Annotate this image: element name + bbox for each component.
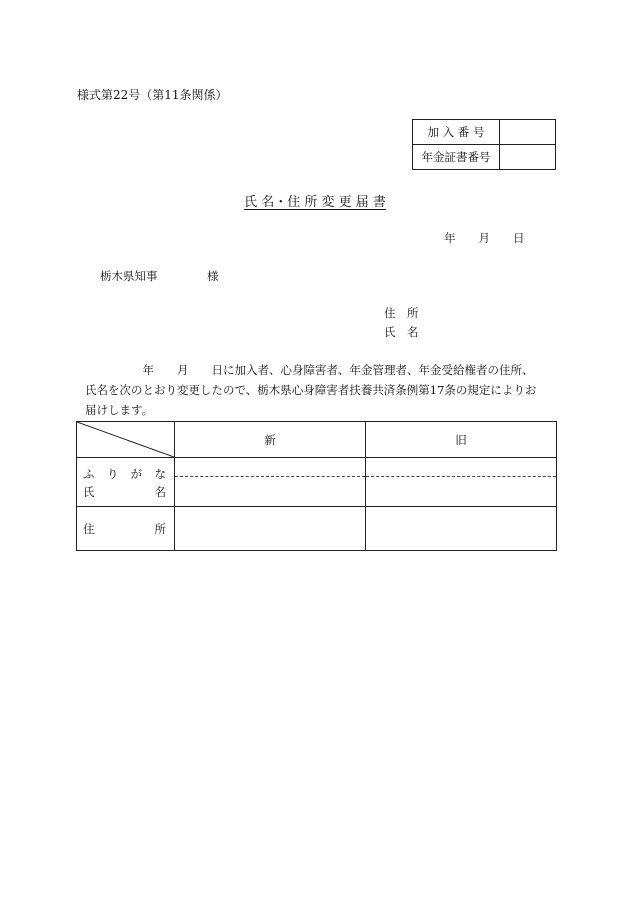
applicant-address-label: 住 所 — [384, 306, 419, 320]
form-number-label: 様式第22号（第11条関係） — [77, 88, 228, 102]
old-address-field[interactable] — [366, 507, 557, 551]
column-header-old: 旧 — [366, 422, 557, 458]
enrollment-number-label: 加 入 番 号 — [413, 120, 500, 145]
pension-certificate-number-label: 年金証書番号 — [413, 145, 500, 170]
recipient: 栃木県知事 — [100, 269, 158, 283]
applicant-name-label: 氏 名 — [384, 325, 419, 339]
column-header-new: 新 — [175, 422, 366, 458]
date-line: 年 月 日 — [444, 231, 525, 245]
furigana-label: ふ り が な — [83, 467, 166, 481]
body-text — [85, 360, 536, 420]
name-label: 氏 名 — [83, 485, 166, 499]
address-label: 住 所 — [83, 522, 166, 536]
honorific: 様 — [207, 269, 219, 283]
number-box — [412, 119, 556, 170]
change-table — [76, 421, 557, 551]
row-label-name — [77, 458, 175, 507]
diagonal-line — [77, 422, 174, 457]
pension-certificate-number-field[interactable] — [500, 145, 556, 170]
document-title: 氏 名・住 所 変 更 届 書 — [244, 195, 386, 210]
body-line-1: 年 月 日に加入者、心身障害者、年金管理者、年金受給権者の住所、 — [85, 363, 534, 377]
body-line-2: 氏名を次のとおり変更したので、栃木県心身障害者扶養共済条例第17条の規定によりお — [85, 383, 537, 397]
new-name-field[interactable] — [175, 458, 366, 507]
diagonal-header-cell — [77, 422, 175, 458]
old-name-field[interactable] — [366, 458, 557, 507]
enrollment-number-field[interactable] — [500, 120, 556, 145]
row-label-address — [77, 507, 175, 551]
body-line-3: 届けします。 — [85, 403, 154, 417]
new-address-field[interactable] — [175, 507, 366, 551]
furigana-divider — [175, 476, 365, 477]
furigana-divider — [366, 476, 556, 477]
